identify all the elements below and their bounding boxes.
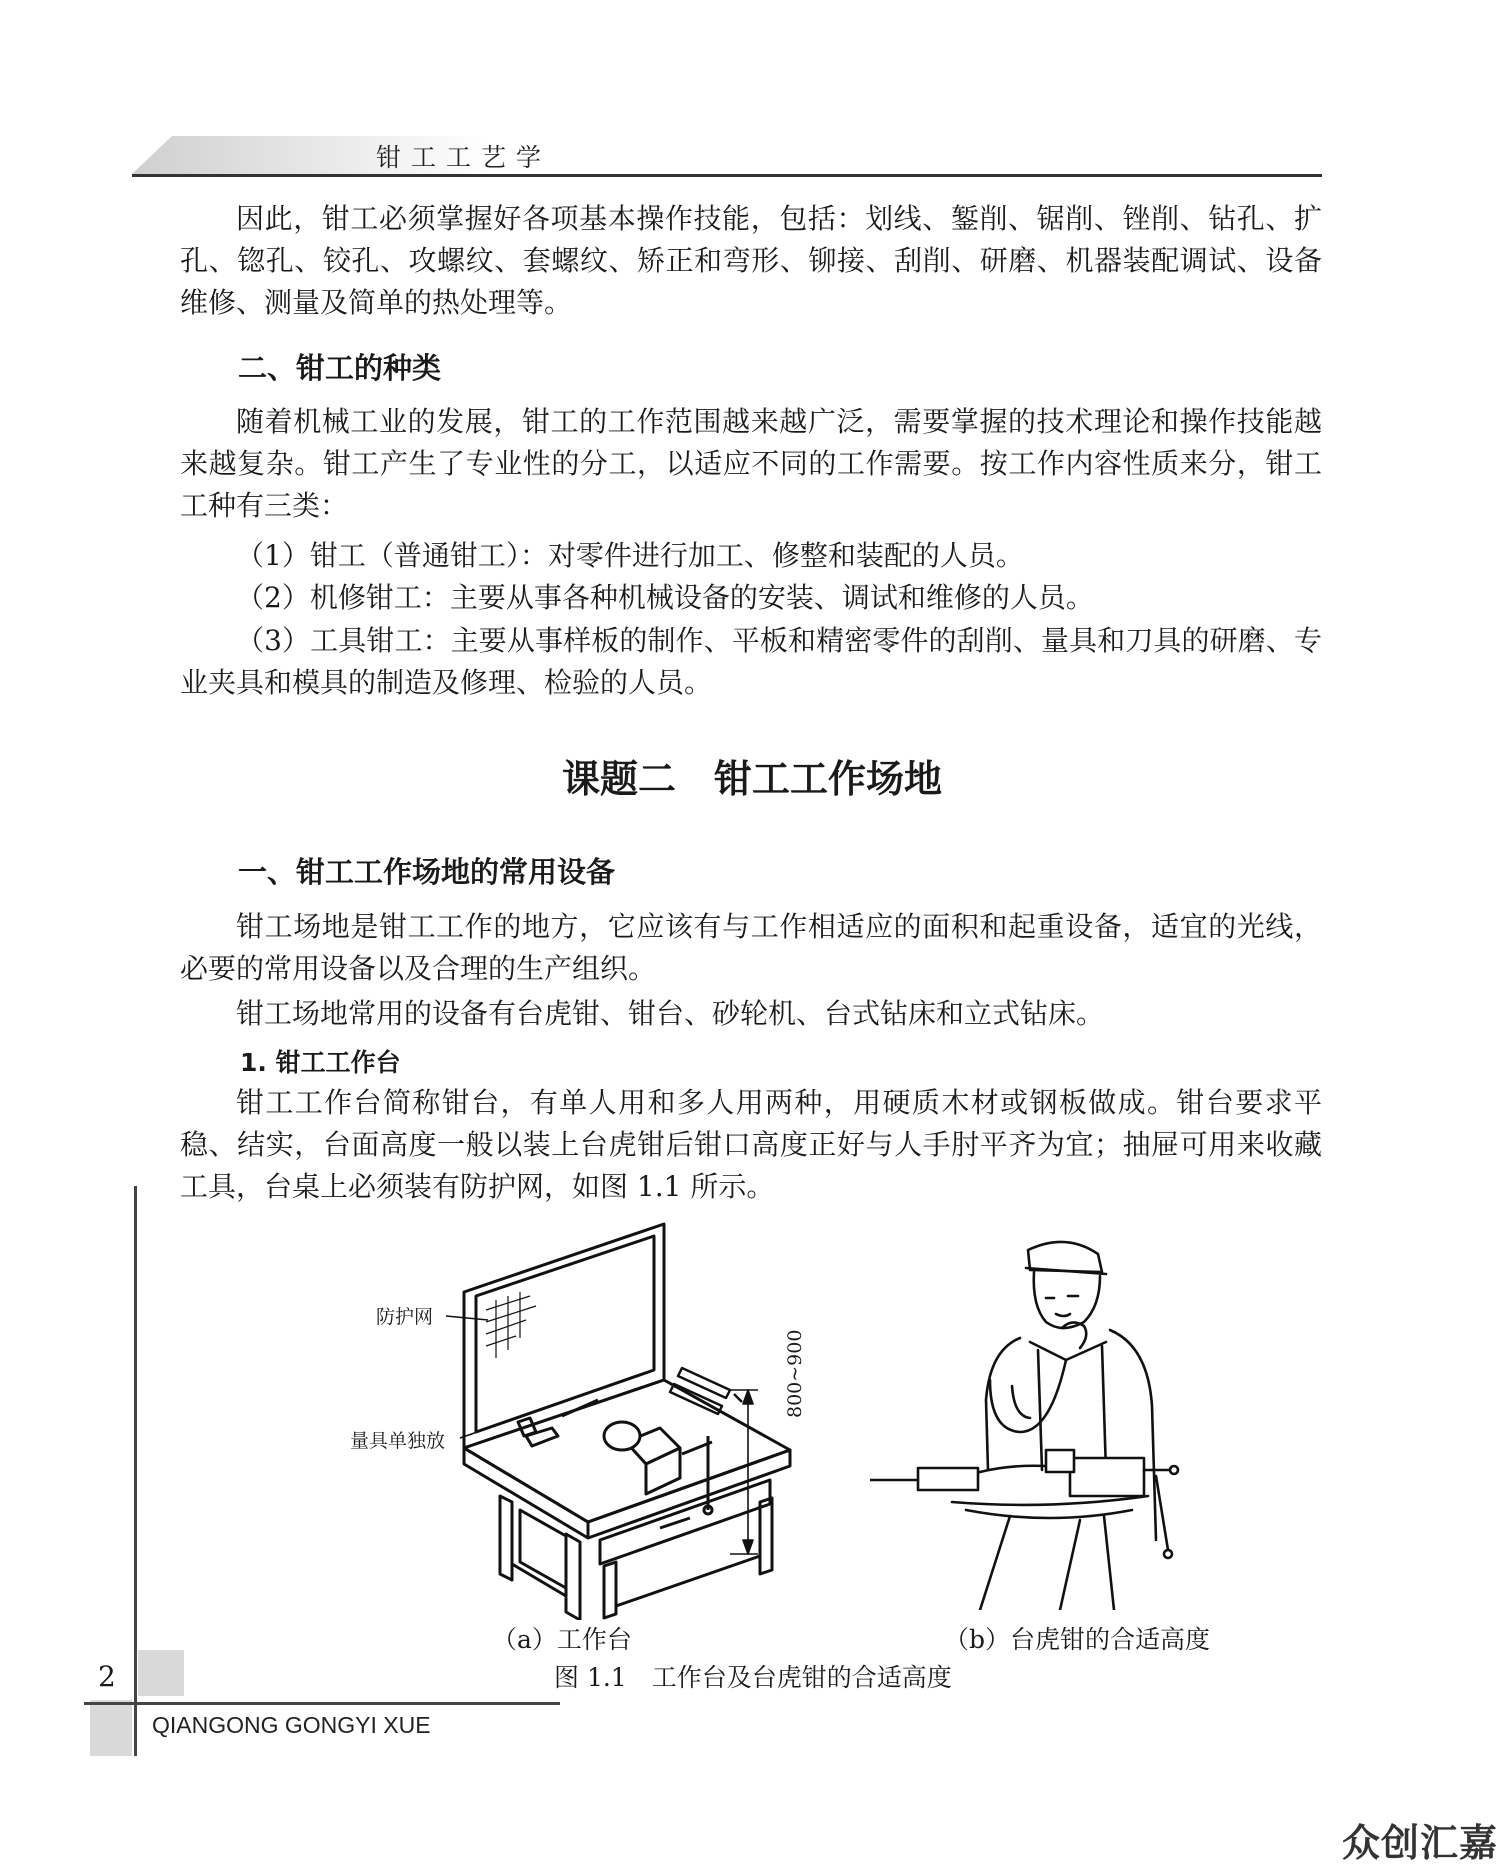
paragraph-type-2: （2）机修钳工：主要从事各种机械设备的安装、调试和维修的人员。	[236, 581, 1094, 614]
heading-bench: 1. 钳工工作台	[240, 1048, 401, 1077]
paragraph-type-3: （3）工具钳工：主要从事样板的制作、平板和精密零件的刮削、量具和刀具的研磨、专业夹具和模具的制造及修理、检验的人员。	[180, 624, 1322, 699]
caption-a: （a）工作台	[492, 1625, 632, 1654]
header-rule	[132, 174, 1322, 177]
paragraph-equipment-list: 钳工场地常用的设备有台虎钳、钳台、砂轮机、台式钻床和立式钻床。	[236, 997, 1105, 1030]
label-protective-net: 防护网	[376, 1306, 434, 1328]
page-number: 2	[98, 1660, 116, 1693]
caption-b: （b）台虎钳的合适高度	[944, 1625, 1211, 1654]
heading-equipment: 一、钳工工作场地的常用设备	[238, 855, 616, 889]
footer-rule	[84, 1702, 560, 1705]
lesson-title: 课题二 钳工工作场地	[561, 757, 942, 801]
paragraph-bench: 钳工工作台简称钳台，有单人用和多人用两种，用硬质木材或钢板做成。钳台要求平稳、结实，台面高度一般以装上台虎钳后钳口高度正好与人手肘平齐为宜；抽屉可用来收藏工具，台桌上必须装有防护网，如图 1.1 所示。	[180, 1086, 1322, 1203]
dimension-height: 800~900	[784, 1329, 806, 1418]
footer-gray-block	[90, 1700, 132, 1756]
label-measuring-tools: 量具单独放	[350, 1430, 446, 1452]
running-header-title: 钳工工艺学	[376, 143, 552, 172]
figure-caption: 图 1.1 工作台及台虎钳的合适高度	[554, 1663, 952, 1692]
paragraph-types-intro: 随着机械工业的发展，钳工的工作范围越来越广泛，需要掌握的技术理论和操作技能越来越复杂。钳工产生了专业性的分工，以适应不同的工作需要。按工作内容性质来分，钳工工种有三类：	[180, 405, 1322, 522]
worker-at-vise-illustration	[870, 1210, 1180, 1610]
paragraph-site: 钳工场地是钳工工作的地方，它应该有与工作相适应的面积和起重设备，适宜的光线，必要的常用设备以及合理的生产组织。	[180, 910, 1322, 985]
paragraph-type-1: （1）钳工（普通钳工）：对零件进行加工、修整和装配的人员。	[236, 539, 1024, 572]
footer-book-title: QIANGONG GONGYI XUE	[152, 1712, 431, 1738]
workbench-illustration	[330, 1210, 830, 1620]
watermark: 众创汇嘉	[1341, 1821, 1498, 1865]
footer-gray-square	[138, 1650, 184, 1696]
heading-types: 二、钳工的种类	[238, 351, 442, 385]
footer-vertical-rule	[134, 1186, 137, 1756]
paragraph-skills: 因此，钳工必须掌握好各项基本操作技能，包括：划线、錾削、锯削、锉削、钻孔、扩孔、锪孔、铰孔、攻螺纹、套螺纹、矫正和弯形、铆接、刮削、研磨、机器装配调试、设备维修、测量及简单的热处理等。	[180, 202, 1322, 319]
